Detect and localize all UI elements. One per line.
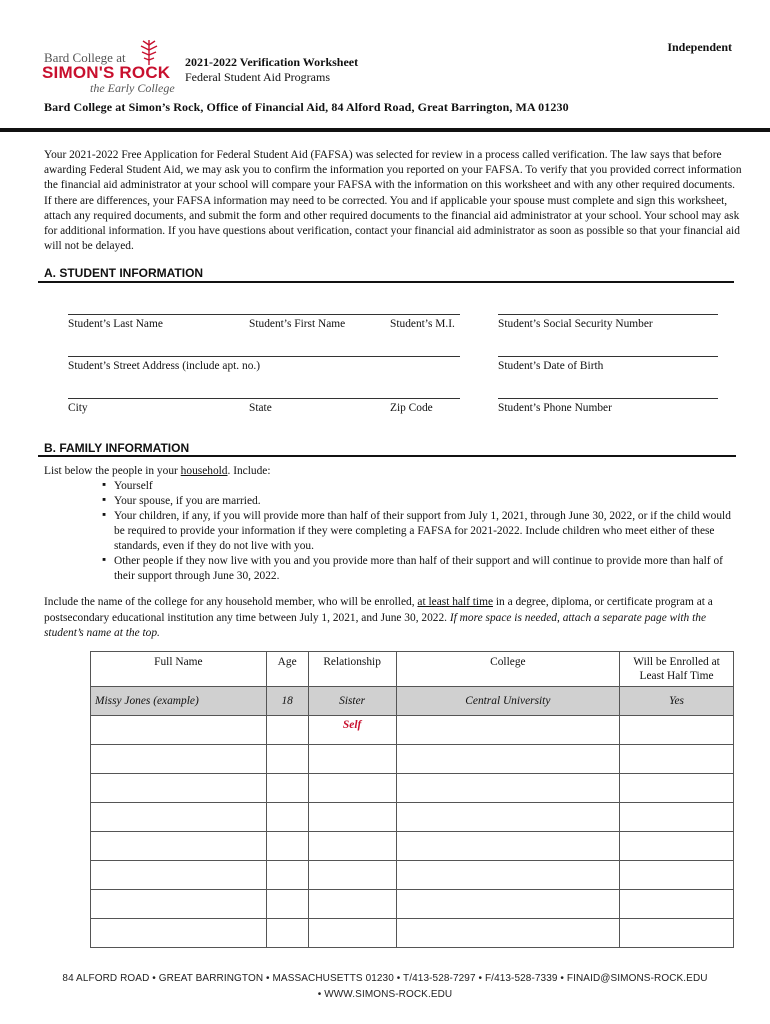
worksheet-title: 2021-2022 Verification Worksheet — [185, 55, 359, 69]
age-cell[interactable] — [266, 716, 308, 745]
example-row — [91, 687, 734, 716]
footer-website: • WWW.SIMONS-ROCK.EDU — [317, 989, 453, 1000]
age-cell[interactable] — [266, 890, 308, 919]
relationship-cell[interactable] — [308, 919, 396, 948]
col-full-name: Full Name — [91, 652, 267, 687]
table-row — [91, 861, 734, 890]
table-row — [91, 745, 734, 774]
table-row — [91, 832, 734, 861]
header-divider — [0, 128, 770, 132]
city-state-zip-line[interactable] — [68, 398, 460, 400]
self-label: Self — [342, 719, 362, 731]
half-time-cell[interactable] — [620, 803, 734, 832]
first-name-label: Student’s First Name — [249, 318, 346, 330]
relationship-cell[interactable] — [308, 803, 396, 832]
half-time-cell[interactable] — [620, 861, 734, 890]
office-address: Bard College at Simon’s Rock, Office of Financial Aid, 84 Alford Road, Great Barrington, MA 01230 — [44, 100, 569, 114]
relationship-cell[interactable] — [308, 716, 396, 745]
half-time-cell[interactable] — [620, 832, 734, 861]
relationship-cell[interactable] — [308, 861, 396, 890]
status-label: Independent — [667, 40, 732, 54]
table-row — [91, 774, 734, 803]
college-cell[interactable] — [396, 890, 620, 919]
name-cell[interactable] — [91, 890, 267, 919]
ssn-label: Student’s Social Security Number — [498, 318, 653, 330]
table-row — [91, 803, 734, 832]
phone-line[interactable] — [498, 398, 718, 400]
col-college: College — [396, 652, 620, 687]
bullet-icon: ▪ — [102, 509, 107, 521]
mi-label: Student’s M.I. — [390, 318, 455, 330]
household-table — [90, 651, 734, 948]
logo-early-college: the Early College — [90, 81, 175, 95]
bullet-yourself: Yourself — [114, 480, 153, 492]
bullet-spouse: Your spouse, if you are married. — [114, 495, 261, 507]
dob-line[interactable] — [498, 356, 718, 358]
logo-simons-rock: SIMON'S ROCK — [42, 63, 171, 82]
college-cell[interactable] — [396, 832, 620, 861]
bullet-children: Your children, if any, if you will provide more than half of their support from July 1, 2021, through June 30, 2022, or if the child would be required to provide your information if they were completing a FAFSA for 2021-2022. Include children who meet either of these standards, even if they do not live with you. — [114, 510, 731, 552]
relationship-cell[interactable] — [308, 774, 396, 803]
example-age: 18 — [266, 687, 308, 716]
name-cell[interactable] — [91, 803, 267, 832]
col-age: Age — [266, 652, 308, 687]
age-cell[interactable] — [266, 803, 308, 832]
dob-label: Student’s Date of Birth — [498, 360, 604, 372]
name-cell[interactable] — [91, 861, 267, 890]
table-row — [91, 919, 734, 948]
name-cell[interactable] — [91, 832, 267, 861]
intro-paragraph: Your 2021-2022 Free Application for Federal Student Aid (FAFSA) was selected for review in a process called verification. The law says that before awarding Federal Student Aid, we may ask you to confirm the information you reported on your FAFSA. To verify that you provided correct information the financial aid administrator at your school will compare your FAFSA with the information on this worksheet and with any other required documents. If there are differences, your FAFSA information may need to be corrected. You and if applicable your spouse must complete and sign this worksheet, attach any required documents, and submit the form and other required documents to the financial aid administrator at your school. Your school may ask for additional information. If you have questions about verification, contact your financial aid administrator as soon as possible so that your financial aid will not be delayed. — [44, 149, 742, 253]
household-link: household — [180, 465, 228, 477]
name-cell[interactable] — [91, 774, 267, 803]
worksheet-subtitle: Federal Student Aid Programs — [185, 70, 330, 84]
example-half-time: Yes — [620, 687, 734, 716]
name-line[interactable] — [68, 314, 460, 316]
age-cell[interactable] — [266, 919, 308, 948]
table-row — [91, 890, 734, 919]
bullet-other-people: Other people if they now live with you and you provide more than half of their support and will continue to provide more than half of their support through June 30, 2022. — [114, 555, 723, 582]
relationship-cell[interactable] — [308, 832, 396, 861]
tree-logo-icon — [138, 38, 160, 66]
college-cell[interactable] — [396, 803, 620, 832]
col-relationship: Relationship — [308, 652, 396, 687]
address-line[interactable] — [68, 356, 460, 358]
college-cell[interactable] — [396, 919, 620, 948]
college-cell[interactable] — [396, 716, 620, 745]
college-cell[interactable] — [396, 745, 620, 774]
example-college: Central University — [396, 687, 620, 716]
age-cell[interactable] — [266, 861, 308, 890]
phone-label: Student’s Phone Number — [498, 402, 612, 414]
age-cell[interactable] — [266, 745, 308, 774]
college-cell[interactable] — [396, 774, 620, 803]
ssn-line[interactable] — [498, 314, 718, 316]
example-name: Missy Jones (example) — [91, 687, 267, 716]
college-instructions: Include the name of the college for any household member, who will be enrolled, at least half time in a degree, diploma, or certificate program at a postsecondary educational institution any time between July 1, 2021, and June 30, 2022. If more space is needed, attach a separate page with the student’s name at the top. — [44, 596, 713, 639]
name-cell[interactable] — [91, 716, 267, 745]
name-cell[interactable] — [91, 745, 267, 774]
section-a-heading: A. STUDENT INFORMATION — [44, 266, 204, 280]
relationship-cell[interactable] — [308, 745, 396, 774]
household-intro: List below the people in your household. Include: — [44, 465, 271, 477]
half-time-cell[interactable] — [620, 774, 734, 803]
half-time-cell[interactable] — [620, 919, 734, 948]
bullet-icon: ▪ — [102, 494, 107, 506]
age-cell[interactable] — [266, 832, 308, 861]
bullet-icon: ▪ — [102, 554, 107, 566]
table-row — [91, 716, 734, 745]
col-half-time: Will be Enrolled at Least Half Time — [620, 652, 734, 687]
half-time-cell[interactable] — [620, 745, 734, 774]
age-cell[interactable] — [266, 774, 308, 803]
city-label: City — [68, 402, 88, 414]
state-label: State — [249, 402, 272, 414]
bullet-icon: ▪ — [102, 479, 107, 491]
last-name-label: Student’s Last Name — [68, 318, 163, 330]
table-header-row — [91, 652, 734, 687]
college-cell[interactable] — [396, 861, 620, 890]
relationship-cell[interactable] — [308, 890, 396, 919]
zip-label: Zip Code — [390, 402, 433, 414]
section-b-rule — [38, 455, 736, 457]
footer-contact: 84 ALFORD ROAD • GREAT BARRINGTON • MASSACHUSETTS 01230 • T/413-528-7297 • F/413-528-7339 • FINAID@SIMONS-ROCK.EDU — [62, 973, 708, 984]
half-time-cell[interactable] — [620, 716, 734, 745]
half-time-cell[interactable] — [620, 890, 734, 919]
section-a-rule — [38, 281, 734, 283]
name-cell[interactable] — [91, 919, 267, 948]
address-label: Student’s Street Address (include apt. no.) — [68, 360, 261, 372]
logo-bard-text: Bard College at — [44, 50, 126, 65]
section-b-heading: B. FAMILY INFORMATION — [44, 441, 190, 455]
example-relationship: Sister — [308, 687, 396, 716]
